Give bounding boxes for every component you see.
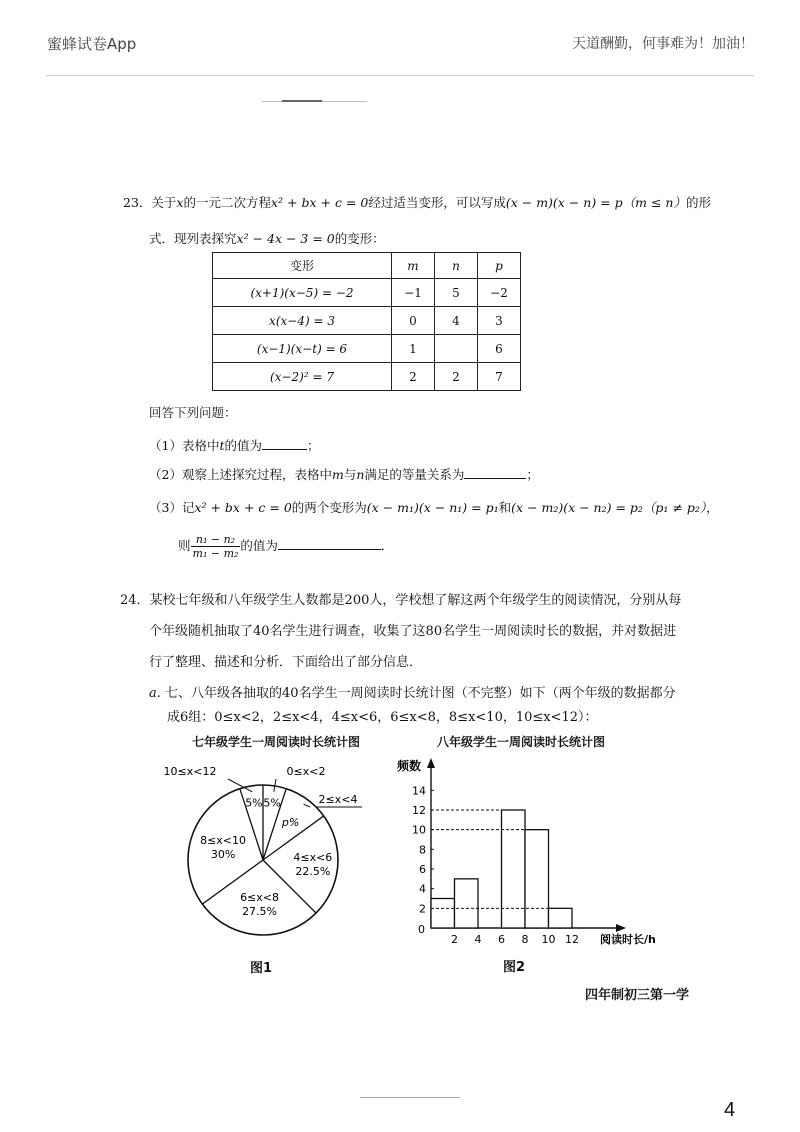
- q23-text: 与: [343, 467, 357, 482]
- q23-eq: x² + bx + c = 0: [271, 195, 369, 210]
- q24-text: 某校七年级和八年级学生人数都是200人，学校想了解这两个年级学生的阅读情况，分别从每: [149, 593, 682, 608]
- q23-table: [212, 252, 521, 391]
- y-tick-label: 6: [419, 863, 426, 876]
- pie-outer-label: 2≤x<4: [318, 793, 358, 806]
- q24-a-line2: 成6组：0≤x<2，2≤x<4，4≤x<6，6≤x<8，8≤x<10，10≤x<12）：: [167, 710, 598, 725]
- q23-eq2: x² − 4x − 3 = 0: [236, 231, 335, 246]
- answer-prompt: 回答下列问题：: [149, 405, 237, 420]
- q23-form2: (x − m₂)(x − n₂) = p₂（p₁ ≠ p₂）: [511, 500, 707, 515]
- table-row: [213, 335, 521, 363]
- q23-text: 关于: [151, 195, 177, 210]
- answer-blank[interactable]: [464, 466, 526, 479]
- pie-slice-label: 6≤x<8: [240, 890, 280, 904]
- q23-var: m: [331, 467, 344, 482]
- x-tick-label: 0: [418, 923, 425, 936]
- table-cell: x(x−4) = 3: [213, 307, 392, 335]
- y-tick-label: 10: [412, 823, 426, 837]
- fig1-caption: 图1: [250, 961, 273, 976]
- y-tick-label: 8: [419, 843, 426, 857]
- q23-text: 的值为: [240, 538, 278, 553]
- table-header-row: [213, 253, 521, 279]
- y-axis-label: 频数: [396, 759, 422, 773]
- table-header: m: [392, 253, 435, 279]
- x-tick-label: 6: [498, 933, 505, 946]
- q24-text: 七、八年级各抽取的40名学生一周阅读时长统计图（不完整）如下（两个年级的数据都分: [165, 686, 676, 701]
- bar-chart: [385, 748, 675, 953]
- app-name: 蜜蜂试卷App: [47, 35, 137, 53]
- q23-var: t: [219, 438, 225, 453]
- x-tick-label: 12: [565, 933, 579, 946]
- page-number: 4: [724, 1099, 736, 1121]
- q23-sub1: [149, 437, 320, 454]
- q23-text: ，: [706, 500, 719, 515]
- q23-sub3-line2: [178, 533, 393, 560]
- q23-text: （3）记: [149, 500, 195, 515]
- table-cell: 4: [435, 307, 478, 335]
- table-cell: −1: [392, 279, 435, 307]
- pie-slice-label: 8≤x<10: [200, 834, 247, 848]
- pie-slice-label: 30%: [210, 848, 236, 862]
- q24-line2: 个年级随机抽取了40名学生进行调查，收集了这80名学生一周阅读时长的数据，并对数据进: [149, 624, 677, 639]
- q23-text: 满足的等量关系为: [364, 467, 465, 482]
- q23-sub3: [149, 500, 719, 516]
- table-row: [213, 307, 521, 335]
- fig1-title: 七年级学生一周阅读时长统计图: [192, 735, 361, 749]
- table-cell: 3: [478, 307, 521, 335]
- table-cell-blank: [435, 335, 478, 363]
- table-header: p: [478, 253, 521, 279]
- q23-eq: x² + bx + c = 0: [194, 500, 292, 515]
- q23-text: 的值为: [224, 438, 262, 453]
- q23-text: 的变形：: [334, 231, 385, 246]
- fraction: [191, 533, 241, 560]
- table-cell: (x−2)² = 7: [213, 363, 392, 391]
- scan-mark: [262, 101, 367, 102]
- answer-blank[interactable]: [262, 437, 307, 450]
- pie-slice-label: 5%: [245, 796, 263, 810]
- q23-text: 的两个变形为: [291, 500, 367, 515]
- table-cell: 7: [478, 363, 521, 391]
- fraction-numerator: n₁ − n₂: [191, 533, 241, 547]
- q23-text: 的形: [685, 195, 711, 210]
- q23-line2: [149, 231, 385, 247]
- q23-text: 和: [498, 500, 512, 515]
- q23-form1: (x − m₁)(x − n₁) = p₁: [366, 500, 499, 515]
- table-header: 变形: [213, 253, 392, 279]
- y-tick-label: 4: [419, 882, 426, 896]
- table-cell: 5: [435, 279, 478, 307]
- histogram-bar: [525, 830, 549, 928]
- histogram-bar: [549, 908, 573, 928]
- header-slogan: 天道酬勤，何事难为！加油！: [572, 36, 754, 52]
- q24-line3: 行了整理、描述和分析．下面给出了部分信息．: [149, 655, 423, 670]
- fig2-title: 八年级学生一周阅读时长统计图: [437, 735, 606, 749]
- histogram-bar: [431, 899, 455, 929]
- y-tick-label: 14: [412, 784, 426, 798]
- q24-number: 24．: [120, 593, 150, 608]
- answer-blank[interactable]: [278, 537, 381, 550]
- table-row: [213, 363, 521, 391]
- x-axis-label: 阅读时长/h: [600, 933, 656, 946]
- table-cell: 0: [392, 307, 435, 335]
- q23-text: 经过适当变形，可以写成: [368, 195, 506, 210]
- x-tick-label: 10: [541, 933, 556, 946]
- y-axis-arrow: [427, 758, 435, 768]
- q23-line1: [123, 195, 711, 211]
- q24-line1: [120, 593, 681, 609]
- table-cell: 2: [435, 363, 478, 391]
- x-axis-arrow: [616, 924, 626, 932]
- footer-note: 四年制初三第一学: [585, 988, 690, 1003]
- q23-var: x: [176, 195, 184, 210]
- pie-chart: [160, 755, 390, 955]
- histogram-bar: [455, 879, 479, 928]
- fraction-denominator: m₁ − m₂: [192, 547, 239, 560]
- y-tick-label: 2: [419, 902, 426, 916]
- q24-a-label: a.: [149, 686, 161, 701]
- pie-slice-label: 5%: [263, 796, 281, 810]
- y-tick-label: 12: [412, 804, 426, 817]
- q23-number: 23．: [123, 195, 152, 210]
- table-header: n: [435, 253, 478, 279]
- q23-text: 则: [178, 538, 191, 553]
- q23-text: （2）观察上述探究过程，表格中: [149, 467, 332, 482]
- table-row: [213, 279, 521, 307]
- x-tick-label: 2: [451, 933, 458, 946]
- q23-text: ；: [307, 438, 320, 453]
- pie-slice-label: 22.5%: [295, 864, 331, 878]
- q23-text: （1）表格中: [149, 438, 220, 453]
- scan-mark: [360, 1097, 460, 1098]
- x-tick-label: 8: [521, 933, 529, 946]
- histogram-bar: [502, 810, 526, 928]
- fig2-caption: 图2: [503, 960, 526, 975]
- header-divider: [46, 75, 754, 76]
- table-cell: 6: [478, 335, 521, 363]
- q23-text: 式．现列表探究: [149, 231, 237, 246]
- q23-text: ．: [380, 538, 394, 553]
- pie-outer-label: 0≤x<2: [286, 765, 326, 778]
- q23-sub2: [149, 466, 539, 483]
- x-tick-label: 4: [474, 933, 482, 946]
- pie-slice-label: 27.5%: [242, 904, 278, 918]
- table-cell: 1: [392, 335, 435, 363]
- pie-outer-label: 10≤x<12: [163, 765, 217, 778]
- table-cell: (x−1)(x−t) = 6: [213, 335, 392, 363]
- pie-slice-label: 4≤x<6: [293, 850, 333, 864]
- q23-form: (x − m)(x − n) = p（m ≤ n）: [505, 195, 686, 210]
- table-cell: (x+1)(x−5) = −2: [213, 279, 392, 307]
- q23-text: 的一元二次方程: [183, 195, 271, 210]
- table-cell: −2: [478, 279, 521, 307]
- pie-slice-label: p%: [281, 815, 300, 829]
- q23-text: ；: [526, 467, 539, 482]
- q23-var: n: [356, 467, 365, 482]
- q24-a-line1: [149, 686, 676, 702]
- table-cell: 2: [392, 363, 435, 391]
